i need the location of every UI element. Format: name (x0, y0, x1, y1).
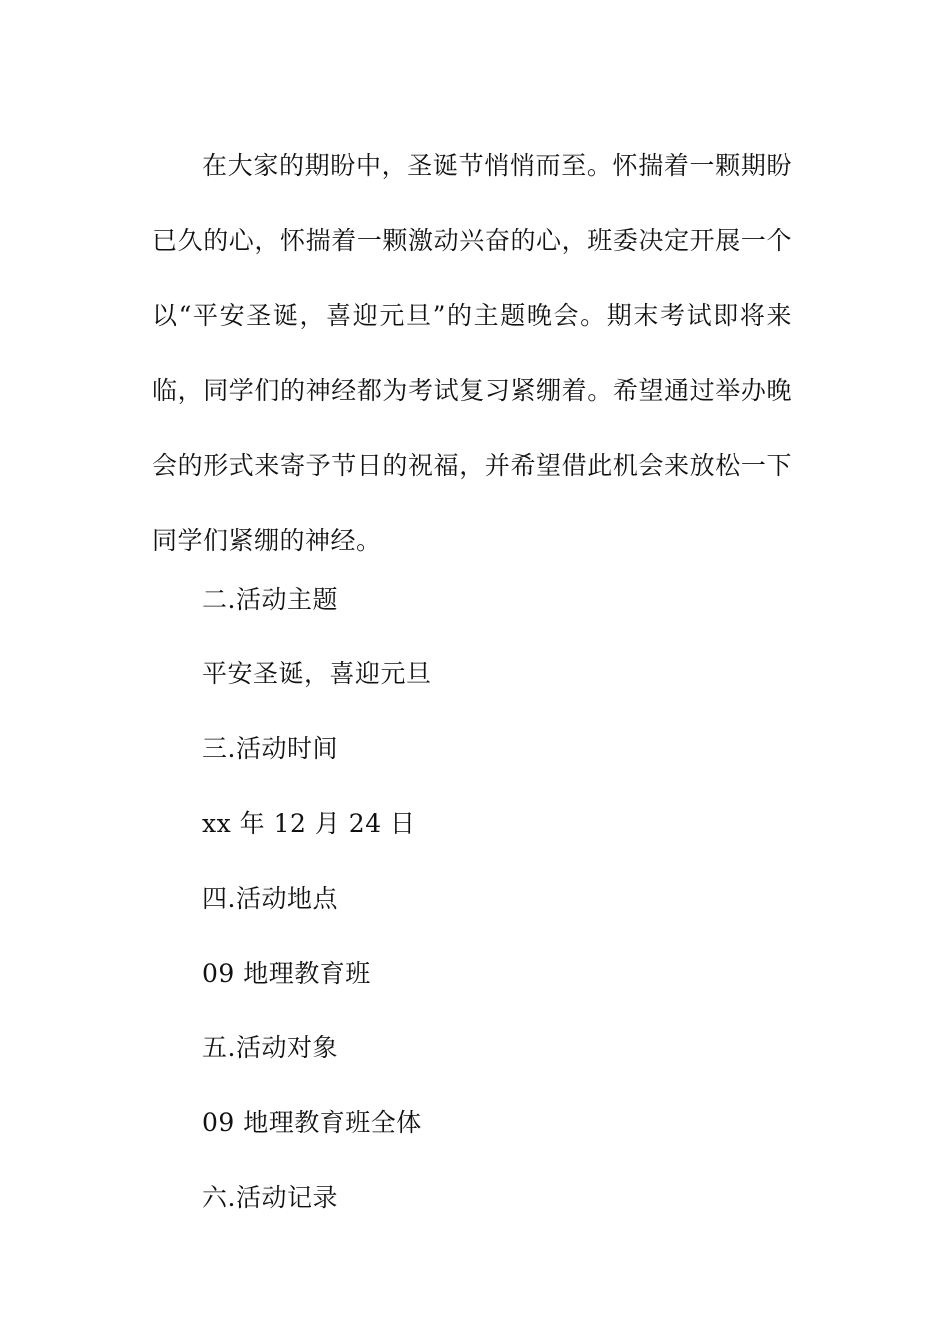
section-heading-record: 六.活动记录 (202, 1183, 338, 1212)
section-heading-location: 四.活动地点 (202, 884, 338, 913)
section-heading-time: 三.活动时间 (202, 734, 338, 763)
section-content-theme: 平安圣诞，喜迎元旦 (202, 659, 432, 688)
section-heading-audience: 五.活动对象 (202, 1033, 338, 1062)
section-heading-theme: 二.活动主题 (202, 585, 338, 614)
section-content-audience: 09 地理教育班全体 (202, 1108, 422, 1137)
intro-paragraph: 在大家的期盼中，圣诞节悄悄而至。怀揣着一颗期盼已久的心，怀揣着一颗激动兴奋的心，班委决定开展一个以“平安圣诞，喜迎元旦”的主题晚会。期末考试即将来临，同学们的神经都为考试复习紧绷着。希望通过举办晚会的形式来寄予节日的祝福，并希望借此机会来放松一下同学们紧绷的神经。 (152, 151, 792, 555)
section-content-location: 09 地理教育班 (202, 959, 371, 988)
section-content-time: xx 年 12 月 24 日 (202, 809, 416, 838)
